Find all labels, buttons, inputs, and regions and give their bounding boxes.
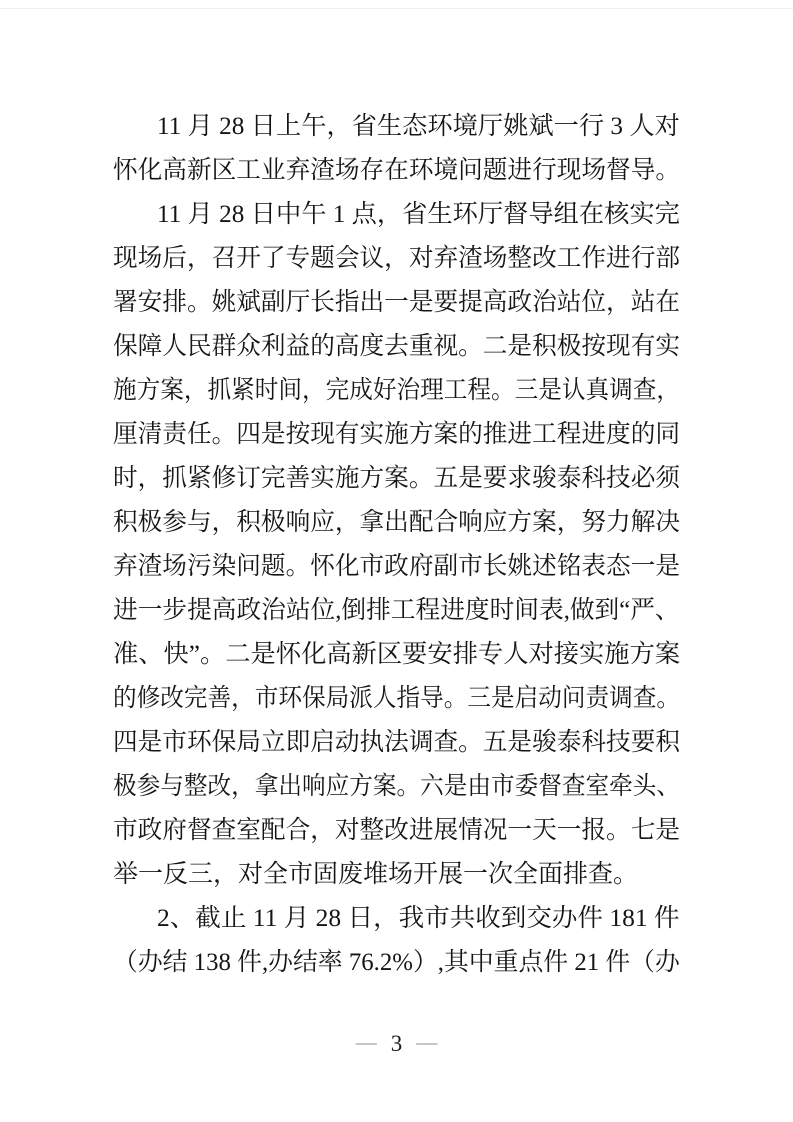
document-line: 施方案，抓紧时间，完成好治理工程。三是认真调查， (113, 377, 681, 404)
document-line: （办结 138 件,办结率 76.2%）,其中重点件 21 件（办 (113, 949, 680, 976)
document-line: 弃渣场污染问题。怀化市政府副市长姚述铭表态一是 (113, 553, 681, 580)
document-line: 署安排。姚斌副厅长指出一是要提高政治站位，站在 (113, 289, 681, 316)
document-line: 11 月 28 日中午 1 点，省生环厅督导组在核实完 (157, 201, 680, 228)
document-line: 现场后，召开了专题会议，对弃渣场整改工作进行部 (113, 245, 681, 272)
scan-artifact-line (0, 8, 793, 9)
document-line: 时，抓紧修订完善实施方案。五是要求骏泰科技必须 (113, 465, 681, 492)
document-line: 准、快”。二是怀化高新区要安排专人对接实施方案 (113, 641, 681, 668)
document-line: 的修改完善，市环保局派人指导。三是启动问责调查。 (113, 685, 681, 712)
document-line: 进一步提高政治站位,倒排工程进度时间表,做到“严、 (113, 597, 680, 624)
page-number-dash-left: — (355, 1030, 377, 1054)
document-line: 极参与整改，拿出响应方案。六是由市委督查室牵头、 (113, 773, 681, 800)
document-line: 厘清责任。四是按现有实施方案的推进工程进度的同 (113, 421, 681, 448)
document-line: 举一反三，对全市固废堆场开展一次全面排查。 (113, 861, 639, 888)
document-line: 怀化高新区工业弃渣场存在环境问题进行现场督导。 (113, 157, 681, 184)
document-line: 2、截止 11 月 28 日，我市共收到交办件 181 件 (157, 905, 680, 932)
document-line: 11 月 28 日上午，省生态环境厅姚斌一行 3 人对 (157, 113, 680, 140)
document-body (113, 105, 680, 985)
document-line: 四是市环保局立即启动执法调查。五是骏泰科技要积 (113, 729, 681, 756)
page-number-dash-right: — (416, 1030, 438, 1054)
document-line: 市政府督查室配合，对整改进展情况一天一报。七是 (113, 817, 681, 844)
document-line: 积极参与，积极响应，拿出配合响应方案，努力解决 (113, 509, 681, 536)
document-line: 保障人民群众利益的高度去重视。二是积极按现有实 (113, 333, 681, 360)
page-footer (0, 1026, 793, 1063)
page-number: 3 (390, 1031, 403, 1056)
